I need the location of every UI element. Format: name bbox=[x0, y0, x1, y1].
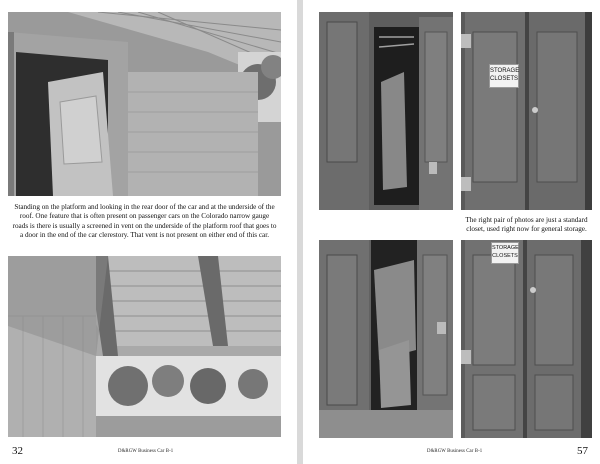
sign-line-1: STORAGE bbox=[490, 68, 520, 74]
left-footer: D&RGW Business Car B-1 bbox=[118, 449, 174, 454]
sign-line-2: CLOSETS bbox=[490, 76, 519, 82]
right-page bbox=[303, 0, 600, 464]
left-page-number: 32 bbox=[12, 445, 23, 457]
rear-door-photo bbox=[8, 12, 281, 196]
sign-line-2-bottom: CLOSETS bbox=[492, 252, 518, 259]
open-closet-bottom-photo bbox=[319, 240, 453, 438]
left-page bbox=[0, 0, 297, 464]
open-closet-top-photo bbox=[319, 12, 453, 210]
storage-sign-top bbox=[489, 64, 519, 88]
storage-closet-top-photo bbox=[461, 12, 592, 210]
right-caption: The right pair of photos are just a standard closet, used right now for general storage. bbox=[465, 216, 588, 234]
left-caption: Standing on the platform and looking in the rear door of the car and at the underside of the roof. One feature that is often present on passenger cars on the Colorado narrow gauge roads is there is usually a screened in vent on the underside of the platform roof that goes to a door in the end of the car clerestory. That vent is not present on either end of this car. bbox=[12, 203, 277, 240]
platform-roof-photo bbox=[8, 256, 281, 437]
storage-sign-bottom bbox=[491, 242, 519, 264]
sign-line-1-bottom: STORAGE bbox=[492, 245, 519, 251]
storage-closet-bottom-photo bbox=[461, 240, 592, 438]
right-page-number: 57 bbox=[577, 445, 588, 457]
right-footer: D&RGW Business Car B-1 bbox=[427, 449, 483, 454]
